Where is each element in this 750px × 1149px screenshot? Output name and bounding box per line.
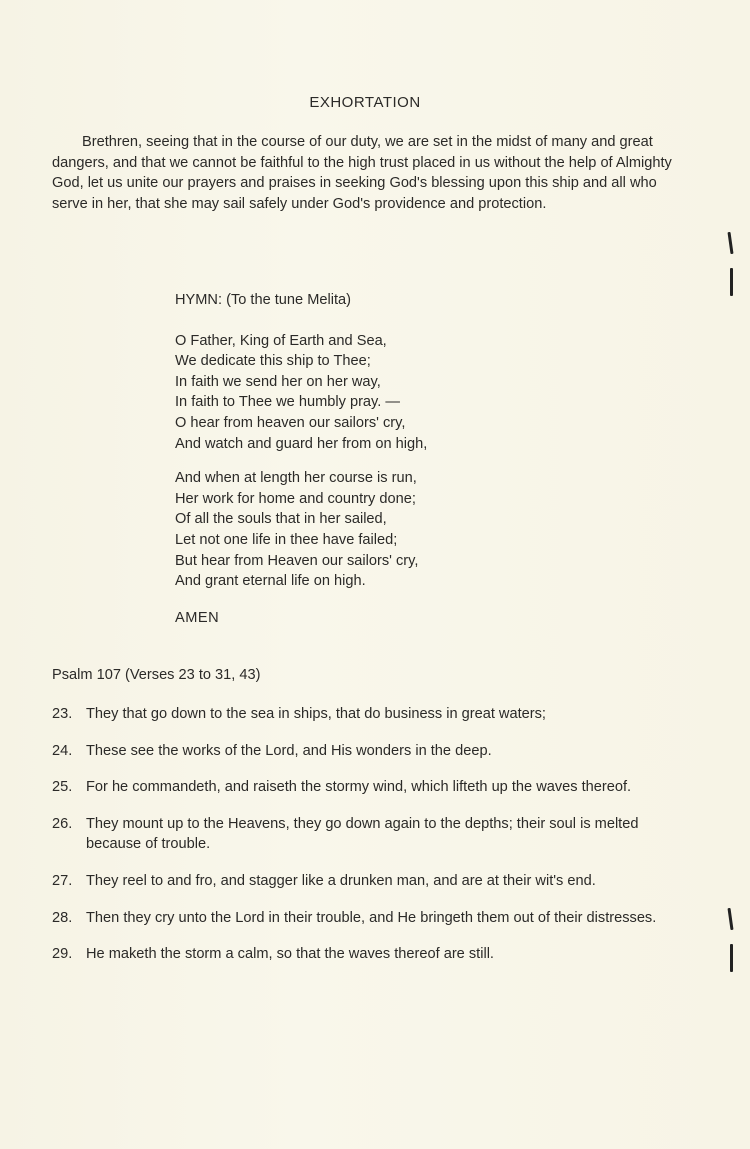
verse-text: These see the works of the Lord, and His wonders in the deep. [86,742,492,759]
hymn-stanza-2 [175,468,595,592]
psalm-verses [52,704,682,981]
verse-text: They reel to and fro, and stagger like a drunken man, and are at their wit's end. [86,872,596,889]
hymn-line: O Father, King of Earth and Sea, [175,332,387,349]
binding-mark [727,908,733,930]
verse-28 [52,908,682,929]
verse-number: 28. [52,909,73,926]
verse-26 [52,814,682,855]
verse-24 [52,741,682,762]
hymn-line: Her work for home and country done; [175,490,416,507]
verse-25 [52,777,682,798]
verse-23 [52,704,682,725]
hymn-amen: AMEN [175,609,220,626]
verse-number: 23. [52,706,73,722]
verse-number: 29. [52,946,73,963]
verse-number: 24. [52,742,73,759]
hymn-line: And watch and guard her from on high, [175,435,428,452]
hymn-line: In faith to Thee we humbly pray. — [175,394,400,411]
hymn-line: Let not one life in thee have failed; [175,531,398,548]
verse-text: They mount up to the Heavens, they go down again to the depths; their soul is melted because of trouble. [86,815,639,853]
binding-mark [730,944,733,972]
hymn-section [175,290,595,628]
hymn-line: Of all the souls that in her sailed, [175,511,387,528]
hymn-line: And grant eternal life on high. [175,573,366,590]
binding-mark [730,268,733,296]
verse-29 [52,944,682,965]
verse-number: 27. [52,872,73,889]
hymn-line: O hear from heaven our sailors' cry, [175,414,406,431]
verse-27 [52,871,682,892]
hymn-stanza-1 [175,331,595,455]
hymn-line: But hear from Heaven our sailors' cry, [175,552,419,569]
hymn-line: In faith we send her on her way, [175,373,381,390]
verse-number: 26. [52,815,73,832]
verse-text: For he commandeth, and raiseth the stormy wind, which lifteth up the waves thereof. [86,779,632,796]
verse-text: They that go down to the sea in ships, that do business in great waters; [86,706,546,722]
binding-mark [727,232,733,254]
hymn-title: HYMN: (To the tune Melita) [175,292,351,308]
hymn-line: And when at length her course is run, [175,470,417,487]
page-heading: EXHORTATION [309,94,421,111]
verse-text: Then they cry unto the Lord in their trouble, and He bringeth them out of their distresses. [86,909,657,926]
verse-text: He maketh the storm a calm, so that the waves thereof are still. [86,946,494,963]
psalm-title: Psalm 107 (Verses 23 to 31, 43) [52,667,261,683]
exhortation-paragraph: Brethren, seeing that in the course of our duty, we are set in the midst of many and great dangers, and that we cannot be faithful to the high trust placed in us without the help of Almighty God, let us unite our prayers and praises in seeking God's blessing upon this ship and all who serve in her, that she may sail safely under God's providence and protection. [52,134,672,212]
verse-number: 25. [52,779,73,796]
hymn-line: We dedicate this ship to Thee; [175,353,371,370]
